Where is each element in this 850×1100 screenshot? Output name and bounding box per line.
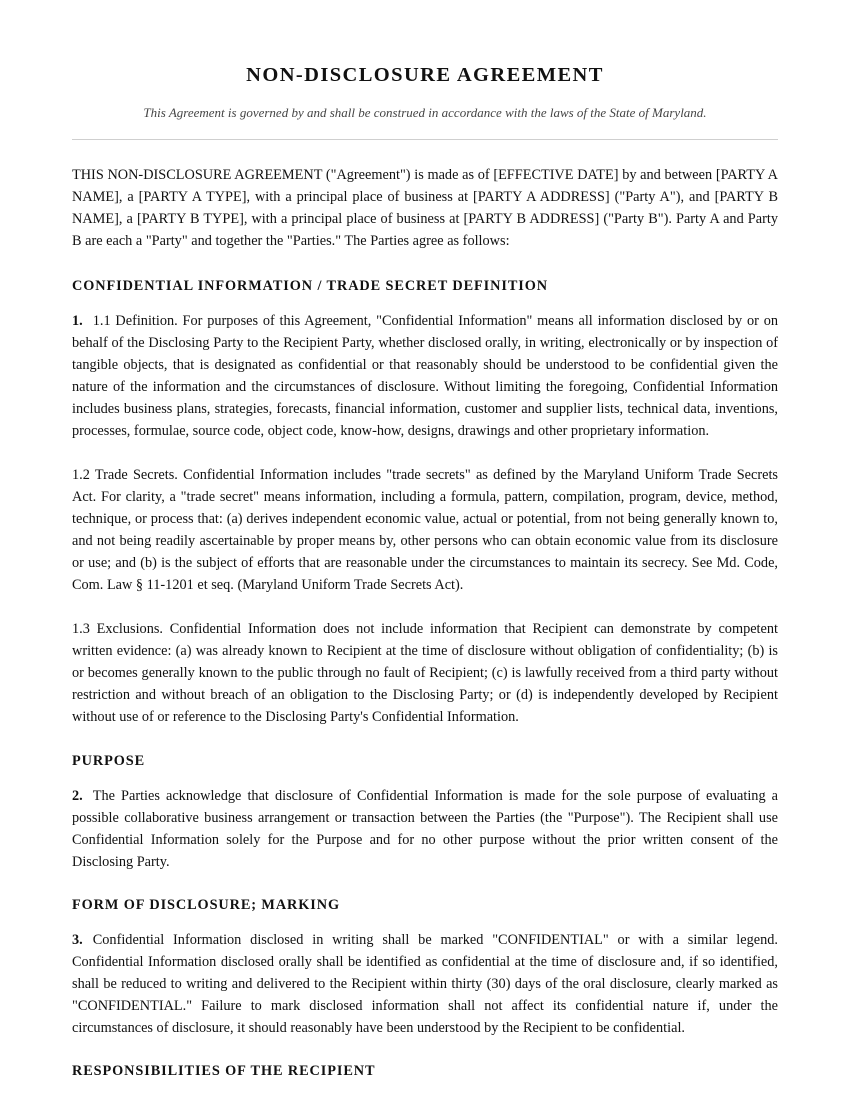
clause-1-3-exclusions: 1.3 Exclusions. Confidential Information does not include information that Recipient can demonstrate by competent written evidence: (a) was already known to Recipient at the time of disclosure without obligation of confidentiality; (b) is or becomes generally known to the public through no fault of Recipient; (c) is lawfully received from a third party without restriction and without breach of an obligation to the Disclosing Party; or (d) is independently developed by Recipient without use of or reference to the Disclosing Party's Confidential Information. bbox=[72, 621, 778, 725]
section-heading-responsibilities: RESPONSIBILITIES OF THE RECIPIENT bbox=[72, 1063, 376, 1079]
title-divider bbox=[72, 139, 778, 140]
clause-number: 3. bbox=[72, 932, 83, 948]
clause-number: 1. bbox=[72, 313, 83, 329]
section-heading-purpose: PURPOSE bbox=[72, 753, 146, 769]
document-title: NON-DISCLOSURE AGREEMENT bbox=[246, 64, 604, 86]
clause-1-2-trade-secrets: 1.2 Trade Secrets. Confidential Information includes "trade secrets" as defined by the Maryland Uniform Trade Secrets Act. For clarity, a "trade secret" means information, including a formula, pattern, compilation, program, device, method, technique, or process that: (a) derives independent economic value, actual or potential, from not being generally known to, and not being readily ascertainable by proper means by, other persons who can obtain economic value from its disclosure or use; and (b) is the subject of efforts that are reasonable under the circumstances to maintain its secrecy. See Md. Code, Com. Law § 11-1201 et seq. (Maryland Uniform Trade Secrets Act). bbox=[72, 467, 778, 593]
clause-number: 2. bbox=[72, 788, 83, 804]
clause-text: 1.1 Definition. For purposes of this Agreement, "Confidential Information" means all information disclosed by or on behalf of the Disclosing Party to the Recipient Party, whether disclosed orally, in writing, electronically or by inspection of tangible objects, that is designated as confidential or that reasonably should be understood to be confidential given the nature of the information and the circumstances of disclosure. Without limiting the foregoing, Confidential Information includes business plans, strategies, forecasts, financial information, customer and supplier lists, technical data, inventions, processes, formulae, source code, object code, know-how, designs, drawings and other proprietary information. bbox=[72, 313, 778, 439]
intro-paragraph: THIS NON-DISCLOSURE AGREEMENT ("Agreement") is made as of [EFFECTIVE DATE] by and between [PARTY A NAME], a [PARTY A TYPE], with a principal place of business at [PARTY A ADDRESS] ("Party A"), and [PARTY B NAME], a [PARTY B TYPE], with a principal place of business at [PARTY B ADDRESS] ("Party B"). Party A and Party B are each a "Party" and together the "Parties." The Parties agree as follows: bbox=[72, 167, 778, 249]
governing-law-note: This Agreement is governed by and shall be construed in accordance with the laws of the State of Maryland. bbox=[143, 105, 707, 120]
section-heading-form-of-disclosure: FORM OF DISCLOSURE; MARKING bbox=[72, 897, 341, 913]
section-heading-confidential-information: CONFIDENTIAL INFORMATION / TRADE SECRET DEFINITION bbox=[72, 278, 548, 294]
document-page bbox=[72, 0, 778, 1081]
clause-2-purpose bbox=[72, 785, 778, 873]
clause-3-form-of-disclosure bbox=[72, 929, 778, 1039]
clause-text: The Parties acknowledge that disclosure of Confidential Information is made for the sole purpose of evaluating a possible collaborative business arrangement or transaction between the Parties (the "Purpose"). The Recipient shall use Confidential Information solely for the Purpose and for no other purpose without the prior written consent of the Disclosing Party. bbox=[72, 788, 778, 870]
clause-text: Confidential Information disclosed in writing shall be marked "CONFIDENTIAL" or with a similar legend. Confidential Information disclosed orally shall be identified as confidential at the time of disclosure and, if so identified, shall be reduced to writing and delivered to the Recipient within thirty (30) days of the oral disclosure, clearly marked as "CONFIDENTIAL." Failure to mark disclosed information shall not affect its confidential nature if, under the circumstances of disclosure, it should reasonably have been understood by the Recipient to be confidential. bbox=[72, 932, 778, 1036]
clause-1-definition bbox=[72, 310, 778, 442]
